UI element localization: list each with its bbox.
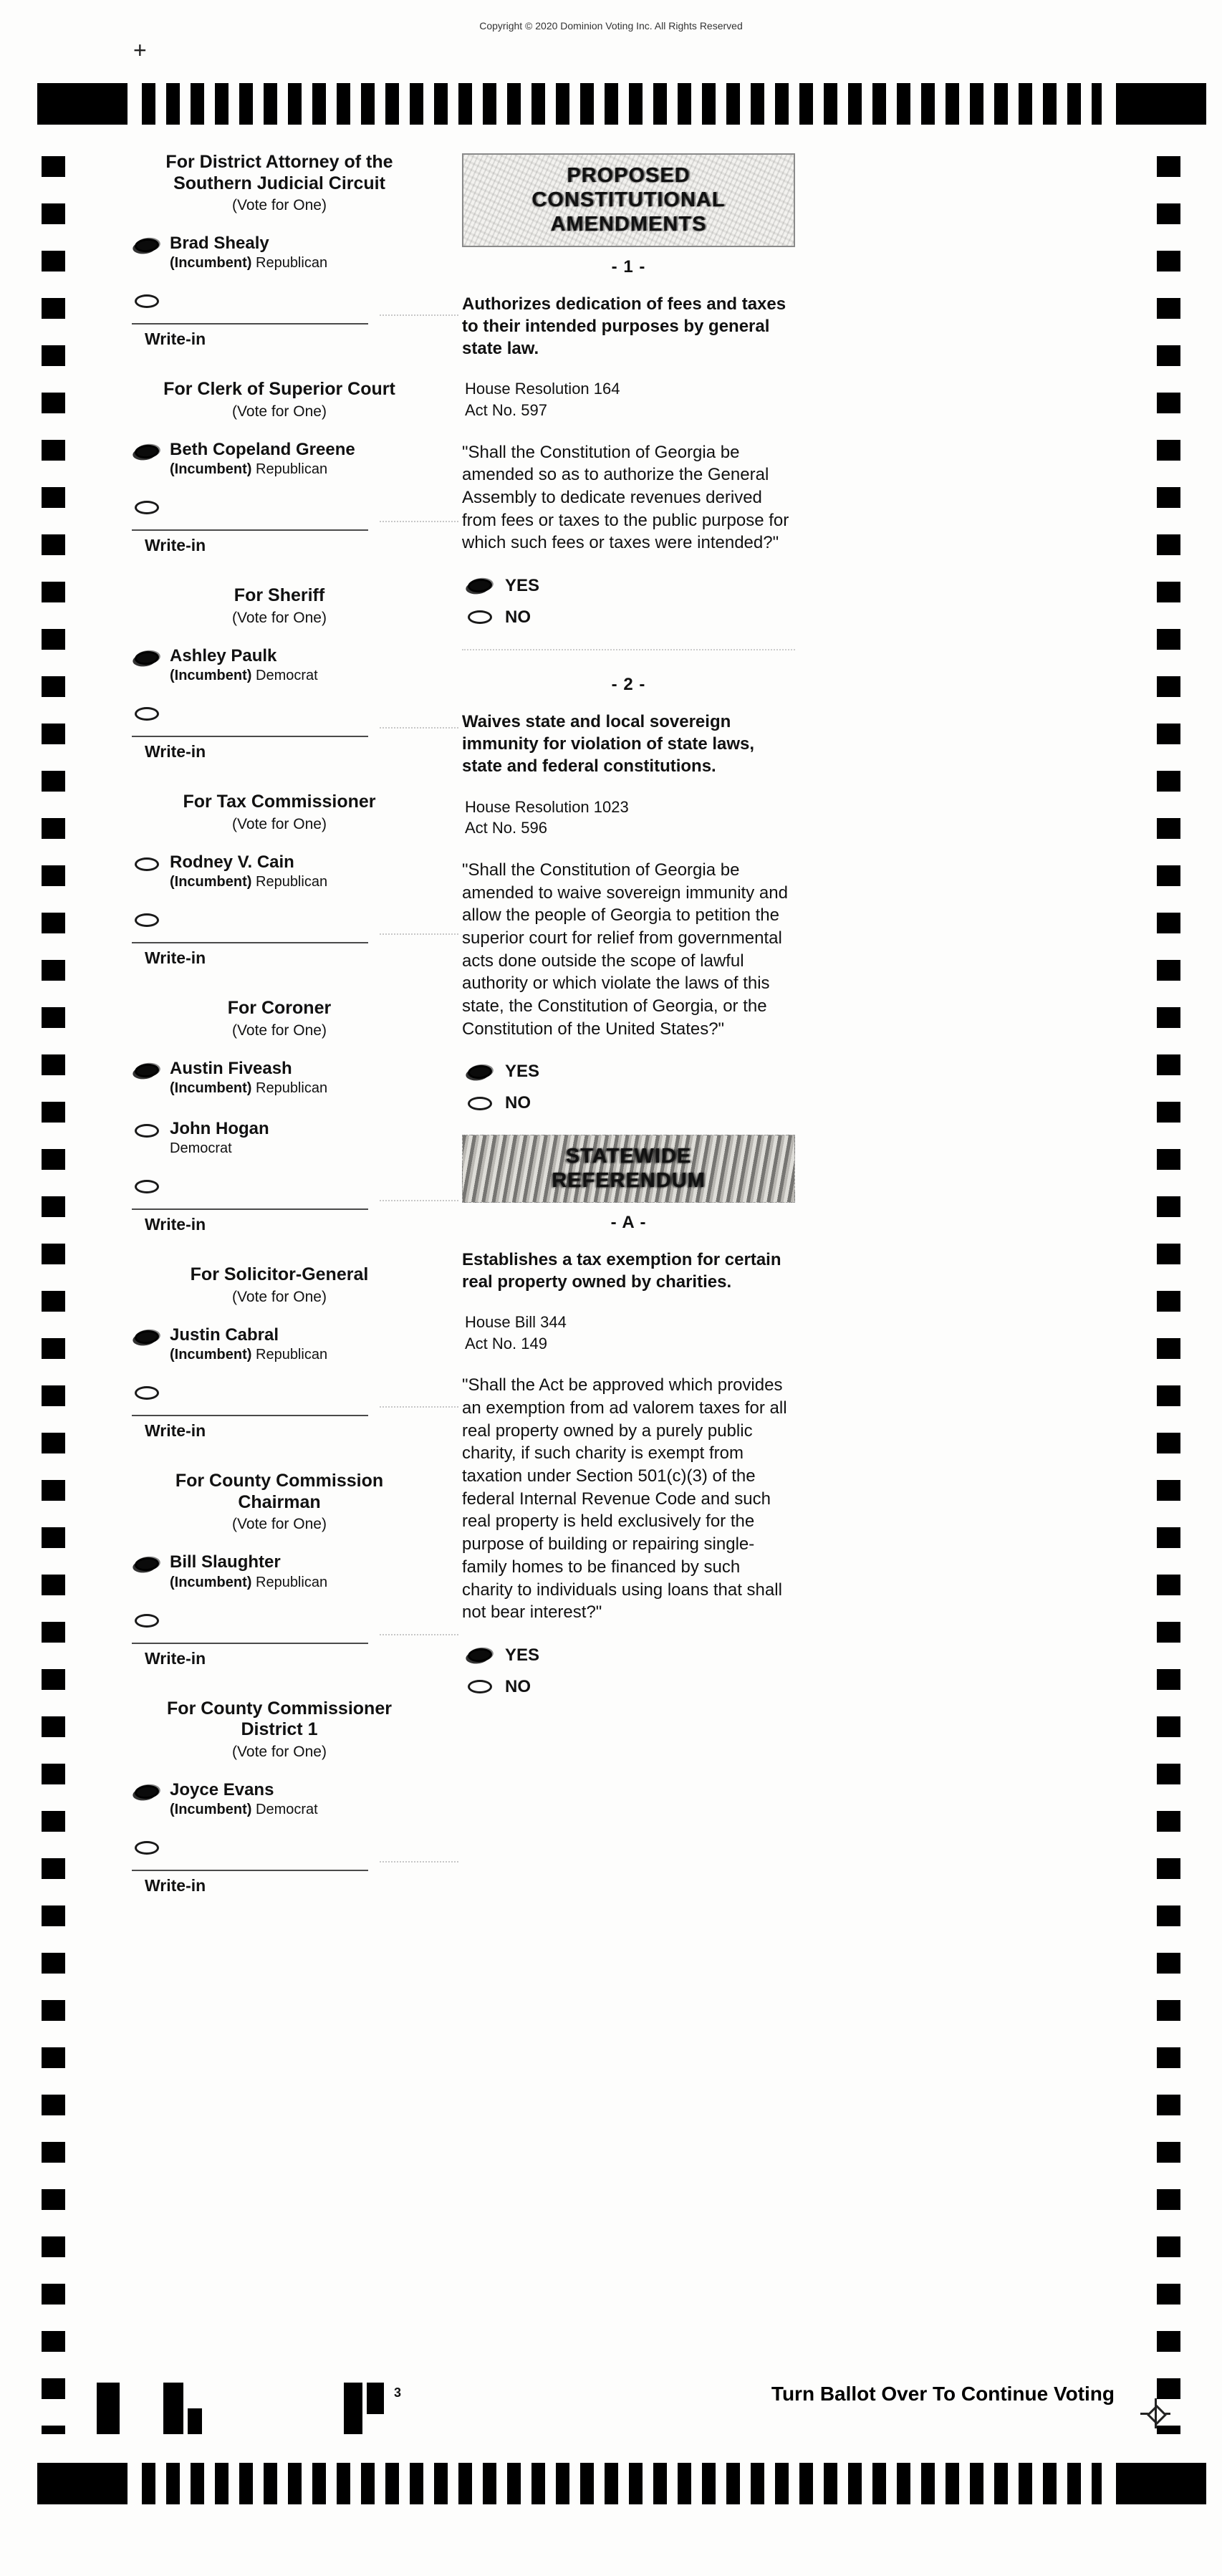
write-in-area [123, 529, 436, 555]
write-in-oval[interactable] [135, 501, 159, 514]
no-label: NO [505, 607, 531, 627]
measure-amendment-2 [462, 649, 795, 1113]
candidate-text [170, 1059, 327, 1097]
measure-summary: Establishes a tax exemption for certain real property owned by charities. [462, 1249, 781, 1292]
write-in-oval-row [123, 1180, 436, 1197]
no-oval[interactable] [468, 610, 492, 624]
write-in-area [123, 1870, 436, 1895]
measure-ref-line: House Bill 344 [465, 1313, 567, 1332]
incumbent-label: (Incumbent) [170, 461, 252, 478]
candidate-text [170, 1120, 269, 1157]
candidate-party [170, 461, 355, 478]
yes-oval[interactable] [467, 578, 493, 594]
candidate-text [170, 1781, 318, 1818]
candidate-row [123, 1120, 436, 1157]
measure-amendment-1 [462, 257, 795, 628]
timing-bars [142, 83, 1102, 125]
yes-oval[interactable] [467, 1648, 493, 1663]
contest-sheriff [123, 585, 436, 761]
write-in-oval[interactable] [135, 913, 159, 927]
candidate-row [123, 1059, 436, 1097]
contest-title: For Coroner [227, 998, 332, 1019]
candidate-party [170, 255, 327, 271]
incumbent-label: (Incumbent) [170, 1574, 252, 1590]
measure-ref-line: Act No. 596 [465, 819, 547, 837]
measures-column [462, 153, 795, 1719]
timing-bars [142, 2463, 1102, 2504]
write-in-label: Write-in [145, 1876, 206, 1895]
yes-label: YES [505, 1645, 540, 1665]
candidate-text [170, 1553, 327, 1590]
write-in-line[interactable] [132, 323, 368, 325]
measure-references [462, 378, 795, 420]
candidate-row [123, 1553, 436, 1590]
contest-county-commission-chairman [123, 1471, 436, 1668]
measure-ref-line: Act No. 597 [465, 400, 547, 419]
no-choice [468, 1093, 795, 1113]
timing-marks-right [1157, 156, 1180, 2434]
candidate-text [170, 234, 327, 271]
contest-tax-commissioner [123, 792, 436, 968]
candidate-row [123, 647, 436, 684]
candidate-party [170, 1140, 269, 1157]
crosshair-center [1147, 2405, 1167, 2425]
no-label: NO [505, 1676, 531, 1696]
candidate-row [123, 1326, 436, 1363]
measure-summary: Authorizes dedication of fees and taxes to their intended purposes by general state law. [462, 294, 786, 359]
write-in-label: Write-in [145, 1421, 206, 1441]
candidate-party [170, 668, 318, 684]
write-in-line[interactable] [132, 1643, 368, 1644]
vote-for-instruction: (Vote for One) [232, 1288, 327, 1305]
contest-solicitor-general [123, 1264, 436, 1441]
contest-clerk-superior-court [123, 379, 436, 555]
write-in-oval-row [123, 913, 436, 931]
timing-marks-top [37, 83, 1206, 125]
incumbent-label: (Incumbent) [170, 668, 252, 684]
write-in-oval-row [123, 1841, 436, 1858]
candidate-party [170, 1575, 327, 1591]
contest-title: For Solicitor-General [190, 1264, 369, 1285]
yes-choice [468, 1062, 795, 1082]
candidate-oval[interactable] [135, 857, 159, 871]
measure-question: "Shall the Act be approved which provides an exemption from ad valorem taxes for all real property owned by a purely public charity, if such charity is exempt from taxation under Section 501(c)(3) of the federal Internal Revenue Code and such real property is held exclusively for the purpose of building or repairing single-family homes to be financed by such charity to individuals using loans that shall not bear interest?" [462, 1375, 787, 1623]
no-label: NO [505, 1093, 531, 1113]
candidate-party [170, 1802, 318, 1818]
contest-title: For County Commission Chairman [175, 1471, 384, 1512]
party-label: Democrat [256, 668, 318, 684]
candidate-party [170, 874, 327, 890]
candidate-name: Joyce Evans [170, 1779, 274, 1799]
measure-question: "Shall the Constitution of Georgia be amended so as to authorize the General Assembly to dedicate revenues derived from fees or taxes to the public purpose for which such fees or taxes were intended?" [462, 442, 789, 553]
measure-references [462, 797, 795, 839]
contest-title: For County Commissioner District 1 [167, 1698, 392, 1740]
measure-number: - A - [610, 1212, 647, 1232]
registration-crosshair-mark [1140, 2398, 1170, 2428]
write-in-oval[interactable] [135, 1614, 159, 1628]
contest-title: For Clerk of Superior Court [163, 379, 395, 400]
contest-county-commissioner-district-1 [123, 1698, 436, 1895]
party-label: Republican [256, 874, 328, 890]
write-in-label: Write-in [145, 1648, 206, 1668]
party-label: Republican [256, 1574, 328, 1590]
candidate-name: Austin Fiveash [170, 1058, 292, 1078]
measure-ref-line: House Resolution 1023 [465, 797, 629, 816]
section-header-constitutional-amendments [462, 153, 795, 247]
write-in-oval-row [123, 1614, 436, 1631]
write-in-label: Write-in [145, 742, 206, 761]
copyright-line: Copyright © 2020 Dominion Voting Inc. All Rights Reserved [479, 20, 743, 32]
write-in-oval-row [123, 501, 436, 518]
timing-marks-bottom [37, 2463, 1206, 2504]
section-header-statewide-referendum [462, 1135, 795, 1202]
vote-for-instruction: (Vote for One) [232, 197, 327, 213]
section-header-text: STATEWIDE REFERENDUM [552, 1145, 706, 1193]
incumbent-label: (Incumbent) [170, 1080, 252, 1096]
candidate-name: Justin Cabral [170, 1325, 279, 1345]
candidate-name: Rodney V. Cain [170, 852, 294, 872]
contest-title: For Tax Commissioner [183, 792, 376, 812]
contest-title: For District Attorney of the Southern Judicial Circuit [165, 152, 393, 193]
incumbent-label: (Incumbent) [170, 1347, 252, 1363]
write-in-oval-row [123, 707, 436, 724]
party-label: Republican [256, 1347, 328, 1363]
candidate-text [170, 853, 327, 890]
vote-for-instruction: (Vote for One) [232, 609, 327, 626]
candidate-oval[interactable] [134, 1557, 160, 1572]
no-choice [468, 607, 795, 628]
write-in-line[interactable] [132, 942, 368, 943]
yes-label: YES [505, 575, 540, 595]
ballot-id-bar [367, 2383, 384, 2414]
incumbent-label: (Incumbent) [170, 874, 252, 890]
incumbent-label: (Incumbent) [170, 255, 252, 271]
contest-coroner [123, 998, 436, 1234]
write-in-area [123, 736, 436, 761]
party-label: Republican [256, 1080, 328, 1096]
contest-title: For Sheriff [234, 585, 325, 606]
vote-for-instruction: (Vote for One) [232, 1516, 327, 1533]
no-oval[interactable] [468, 1680, 492, 1693]
candidate-oval[interactable] [135, 1124, 159, 1138]
section-header-text: PROPOSED CONSTITUTIONAL AMENDMENTS [531, 164, 726, 236]
candidate-party [170, 1347, 327, 1363]
measure-number: - 1 - [611, 256, 646, 277]
candidate-row [123, 1781, 436, 1818]
yes-label: YES [505, 1062, 540, 1082]
ballot-id-bar [163, 2383, 183, 2434]
yes-choice [468, 576, 795, 596]
candidate-name: Bill Slaughter [170, 1552, 281, 1572]
write-in-oval-row [123, 1386, 436, 1403]
write-in-label: Write-in [145, 536, 206, 555]
measure-references [462, 1312, 795, 1354]
candidate-party [170, 1080, 327, 1097]
candidate-oval[interactable] [134, 650, 160, 665]
candidate-text [170, 441, 355, 478]
candidate-name: Beth Copeland Greene [170, 439, 355, 459]
candidate-name: Brad Shealy [170, 234, 269, 253]
write-in-line[interactable] [132, 529, 368, 531]
contest-district-attorney [123, 152, 436, 349]
write-in-area [123, 1643, 436, 1668]
write-in-area [123, 323, 436, 349]
ballot-id-bar [344, 2383, 362, 2434]
yes-choice [468, 1645, 795, 1666]
write-in-area [123, 1208, 436, 1234]
registration-plus-mark: + [133, 37, 147, 63]
no-oval[interactable] [468, 1097, 492, 1110]
measure-summary: Waives state and local sovereign immunity for violation of state laws, state and federal constitutions. [462, 711, 755, 777]
contests-column [123, 152, 436, 1926]
write-in-label: Write-in [145, 330, 206, 349]
vote-for-instruction: (Vote for One) [232, 815, 327, 832]
write-in-area [123, 1415, 436, 1441]
yes-oval[interactable] [467, 1064, 493, 1080]
candidate-oval[interactable] [134, 443, 160, 459]
write-in-label: Write-in [145, 948, 206, 968]
write-in-oval-row [123, 294, 436, 312]
write-in-label: Write-in [145, 1215, 206, 1234]
turn-ballot-over-text: Turn Ballot Over To Continue Voting [771, 2383, 1115, 2405]
write-in-line[interactable] [132, 736, 368, 737]
measure-referendum-a [462, 1213, 795, 1697]
candidate-oval[interactable] [134, 238, 160, 254]
candidate-text [170, 647, 318, 684]
measure-ref-line: Act No. 149 [465, 1334, 547, 1352]
measure-ref-line: House Resolution 164 [465, 380, 620, 398]
write-in-oval[interactable] [135, 707, 159, 721]
measure-question: "Shall the Constitution of Georgia be amended to waive sovereign immunity and allow the people of Georgia to petition the superior court for relief from governmental acts done outside the scope of lawful authority or which violate the laws of this state, the Constitution of Georgia, or the Constitution of the United States?" [462, 860, 788, 1039]
candidate-name: Ashley Paulk [170, 645, 277, 665]
candidate-row [123, 853, 436, 890]
write-in-oval[interactable] [135, 1841, 159, 1855]
timing-block [1116, 2463, 1206, 2504]
party-label: Democrat [256, 1802, 318, 1818]
timing-marks-left [42, 156, 65, 2434]
candidate-oval[interactable] [134, 1062, 160, 1078]
timing-block [37, 83, 128, 125]
ballot-id-bar [97, 2383, 120, 2434]
write-in-area [123, 942, 436, 968]
incumbent-label: (Incumbent) [170, 1802, 252, 1818]
candidate-text [170, 1326, 327, 1363]
write-in-oval[interactable] [135, 1180, 159, 1193]
write-in-oval[interactable] [135, 294, 159, 308]
candidate-row [123, 441, 436, 478]
timing-block [37, 2463, 128, 2504]
candidate-oval[interactable] [134, 1329, 160, 1345]
candidate-row [123, 234, 436, 271]
measure-number: - 2 - [611, 674, 646, 694]
vote-for-instruction: (Vote for One) [232, 1743, 327, 1760]
vote-for-instruction: (Vote for One) [232, 403, 327, 420]
write-in-line[interactable] [132, 1415, 368, 1416]
write-in-oval[interactable] [135, 1386, 159, 1400]
sheet-number: 3 [394, 2385, 402, 2400]
party-label: Republican [256, 255, 328, 271]
timing-block [1116, 83, 1206, 125]
vote-for-instruction: (Vote for One) [232, 1022, 327, 1039]
write-in-line[interactable] [132, 1208, 368, 1210]
party-label: Democrat [170, 1140, 232, 1157]
candidate-name: John Hogan [170, 1118, 269, 1138]
no-choice [468, 1677, 795, 1697]
ballot-id-bar [188, 2408, 202, 2434]
write-in-line[interactable] [132, 1870, 368, 1871]
party-label: Republican [256, 461, 328, 478]
candidate-oval[interactable] [134, 1784, 160, 1799]
